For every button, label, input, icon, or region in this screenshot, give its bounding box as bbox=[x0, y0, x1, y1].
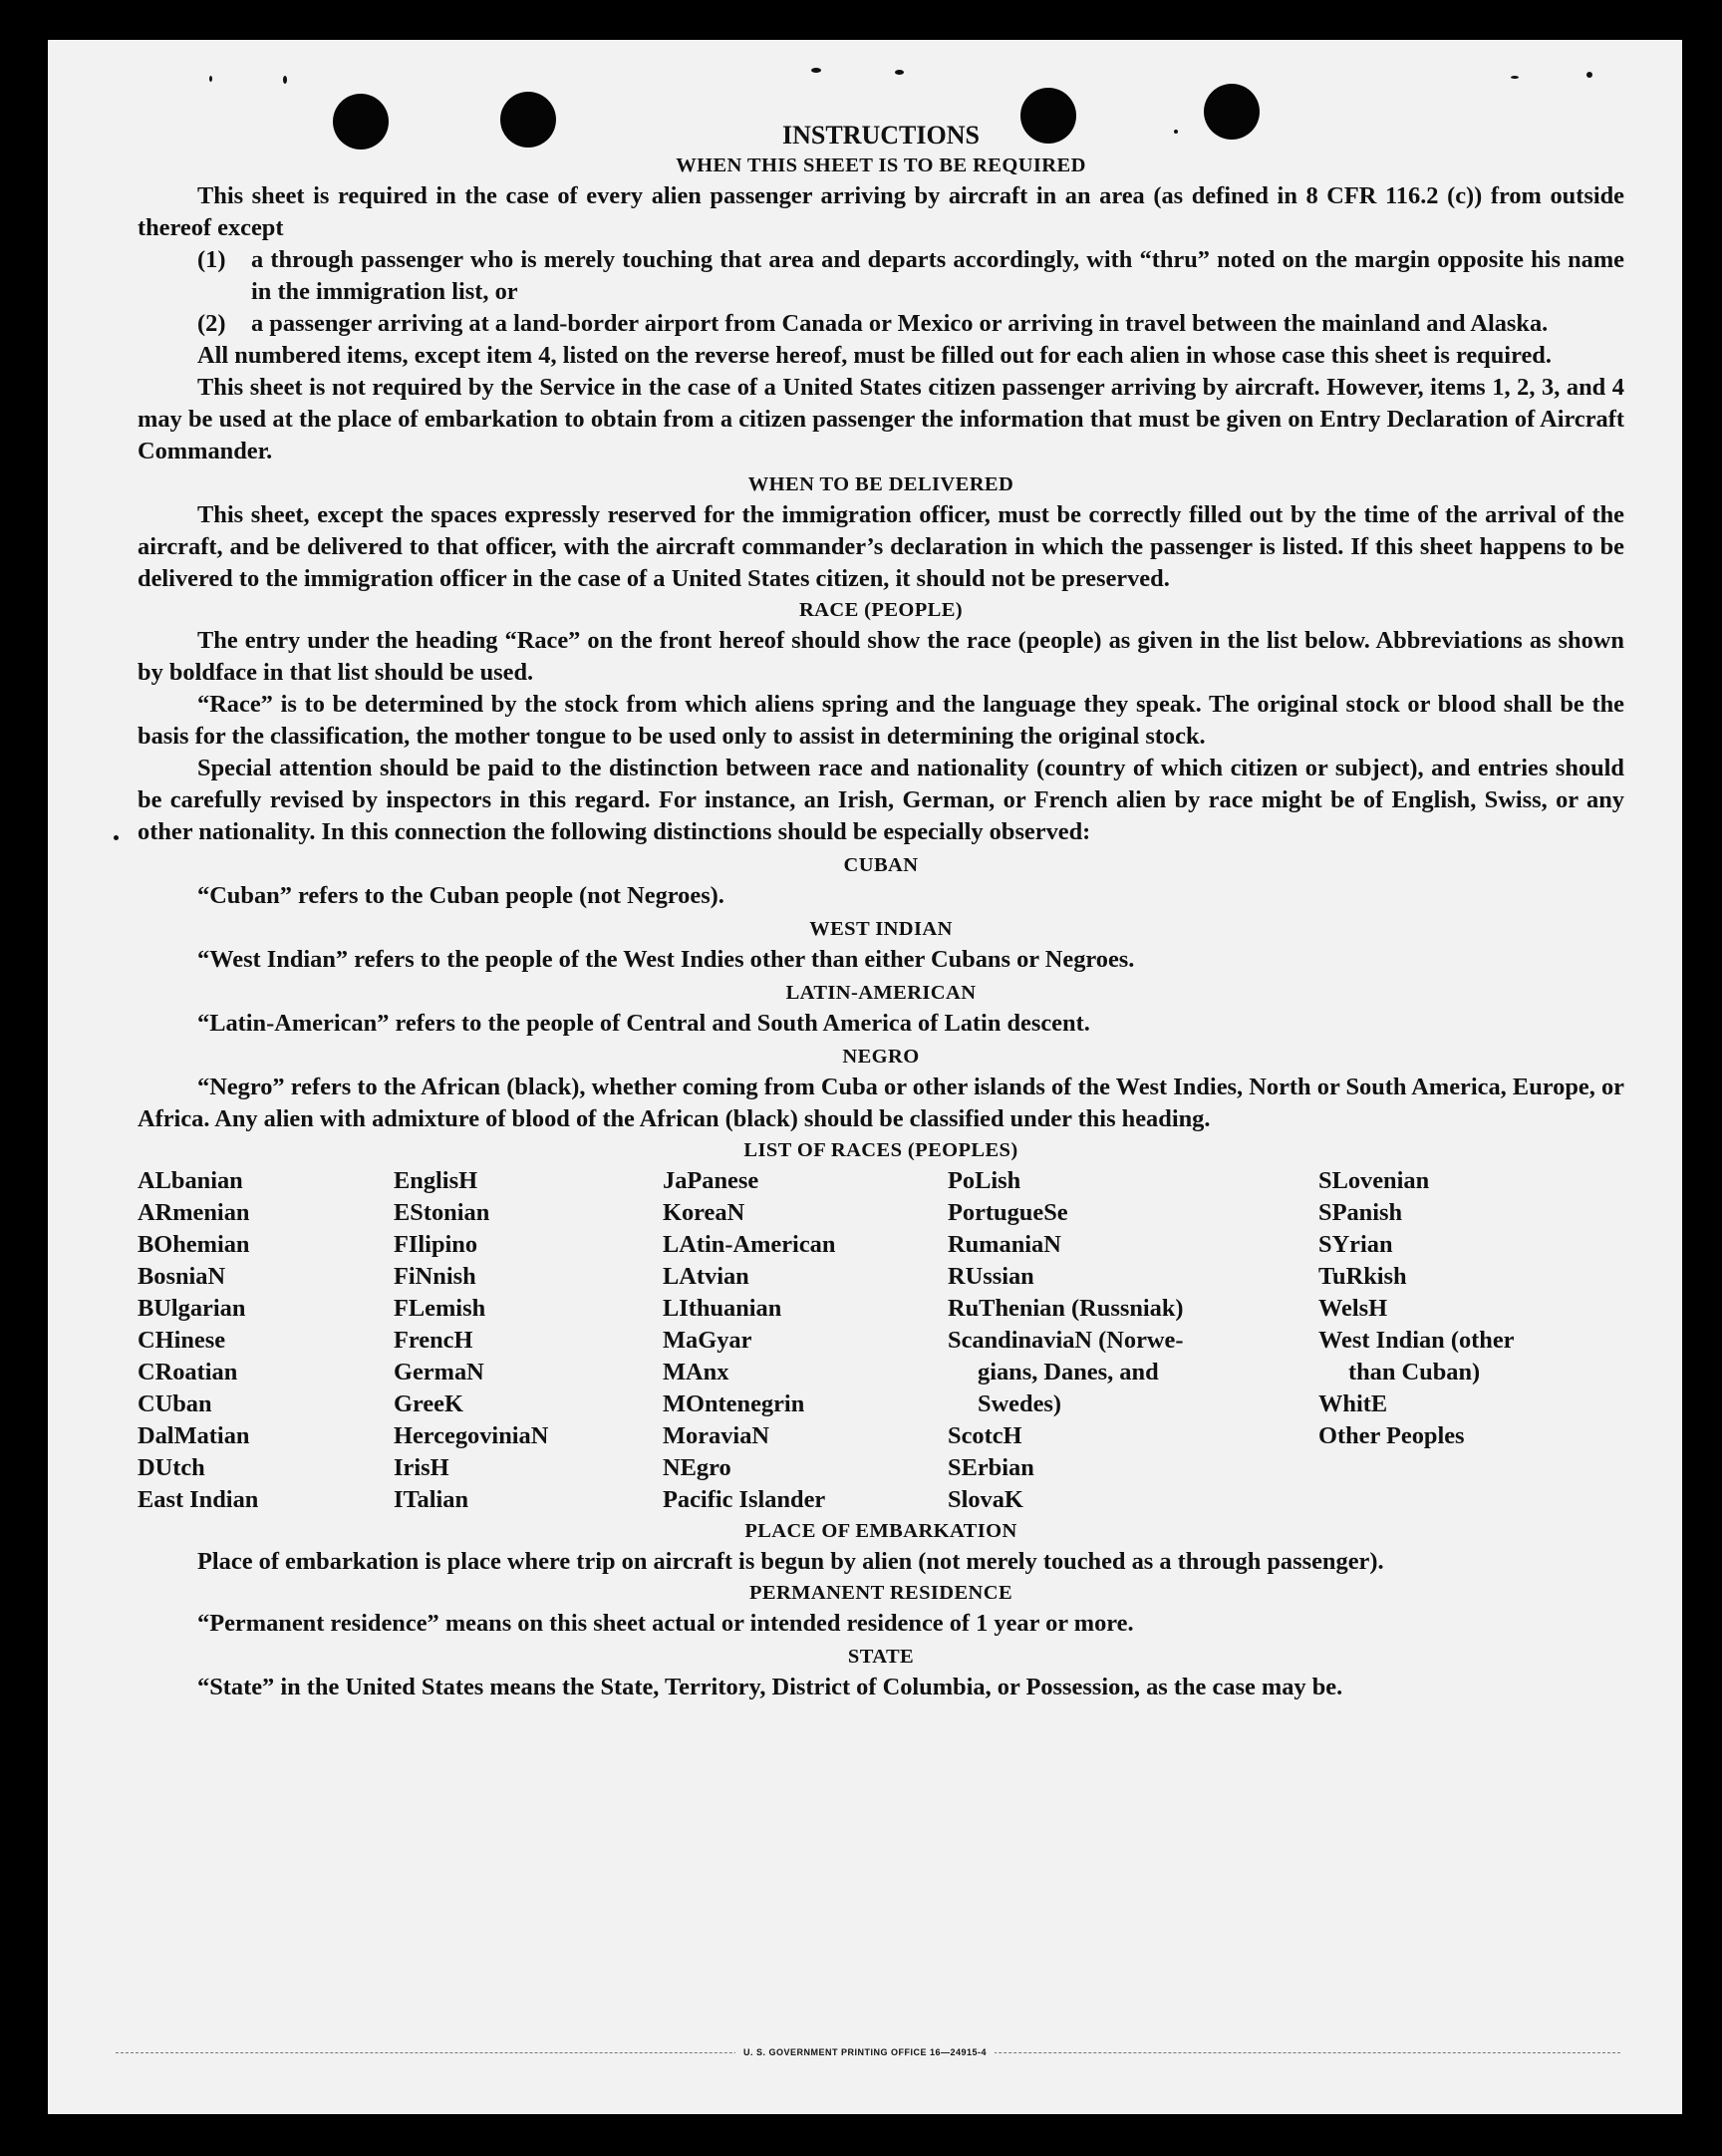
race-entry: Swedes) bbox=[978, 1390, 1062, 1417]
paragraph: The entry under the heading “Race” on the front hereof should show the race (people) as given in the list below. Abbreviations as shown by boldface in that list should be used. bbox=[138, 627, 1624, 686]
heading-when-delivered: WHEN TO BE DELIVERED bbox=[747, 473, 1014, 495]
race-entry: FrencH bbox=[394, 1327, 473, 1354]
race-column bbox=[394, 1165, 663, 1516]
list-item bbox=[197, 244, 1624, 308]
heading-race: RACE (PEOPLE) bbox=[798, 599, 964, 621]
race-list bbox=[138, 1165, 1624, 1516]
race-entry: MoraviaN bbox=[663, 1422, 770, 1449]
paragraph: “Race” is to be determined by the stock from which aliens spring and the language they speak. The original stock or blood shall be the basis for the classification, the mother tongue to be used only to assist in determining the original stock. bbox=[138, 691, 1624, 750]
document-sheet bbox=[48, 40, 1682, 2114]
race-entry: BUlgarian bbox=[138, 1295, 246, 1322]
paragraph: “Negro” refers to the African (black), whether coming from Cuba or other islands of the West Indies, North or South America, Europe, or Africa. Any alien with admixture of blood of the African (black) should be classified under this heading. bbox=[138, 1074, 1624, 1132]
paragraph: This sheet, except the spaces expressly reserved for the immigration officer, must be correctly filled out by the time of the arrival of the aircraft, and be delivered to that officer, with the aircraft commander’s declaration in which the passenger is listed. If this sheet happens to be delivered to the immigration officer in the case of a United States citizen, it should not be preserved. bbox=[138, 501, 1624, 592]
race-column bbox=[663, 1165, 948, 1516]
race-entry: HercegoviniaN bbox=[394, 1422, 549, 1449]
race-entry: SLovenian bbox=[1318, 1167, 1430, 1194]
paragraph: Place of embarkation is place where trip on aircraft is begun by alien (not merely touched as a through passenger). bbox=[197, 1548, 1384, 1575]
race-entry: WelsH bbox=[1318, 1295, 1388, 1322]
race-entry: Other Peoples bbox=[1318, 1422, 1465, 1449]
heading-negro: NEGRO bbox=[842, 1046, 920, 1068]
dust-speck bbox=[283, 76, 287, 84]
race-column bbox=[138, 1165, 394, 1516]
dust-speck bbox=[1586, 72, 1592, 78]
race-entry: LAtin-American bbox=[663, 1231, 836, 1258]
race-entry: RUssian bbox=[948, 1263, 1034, 1290]
race-entry: RumaniaN bbox=[948, 1231, 1061, 1258]
heading-cuban: CUBAN bbox=[843, 854, 919, 876]
race-entry: NEgro bbox=[663, 1454, 731, 1481]
item-text: a passenger arriving at a land-border airport from Canada or Mexico or arriving in travel between the mainland and Alaska. bbox=[251, 310, 1549, 337]
heading-residence: PERMANENT RESIDENCE bbox=[748, 1582, 1013, 1604]
race-entry: SErbian bbox=[948, 1454, 1034, 1481]
paragraph: “State” in the United States means the State, Territory, District of Columbia, or Possession, as the case may be. bbox=[197, 1674, 1343, 1700]
paragraph: “Latin-American” refers to the people of Central and South America of Latin descent. bbox=[197, 1010, 1090, 1037]
race-entry: CRoatian bbox=[138, 1359, 238, 1386]
race-entry: ScotcH bbox=[948, 1422, 1022, 1449]
heading-latin-american: LATIN-AMERICAN bbox=[785, 982, 977, 1004]
race-entry: gians, Danes, and bbox=[978, 1359, 1159, 1386]
list-item bbox=[197, 308, 1624, 340]
heading-embarkation: PLACE OF EMBARKATION bbox=[744, 1520, 1017, 1542]
race-entry: EStonian bbox=[394, 1199, 490, 1226]
dust-speck bbox=[209, 76, 212, 82]
dust-speck bbox=[811, 68, 821, 73]
heading-when-required: WHEN THIS SHEET IS TO BE REQUIRED bbox=[676, 154, 1086, 176]
race-entry: MOntenegrin bbox=[663, 1390, 805, 1417]
heading-state: STATE bbox=[847, 1646, 915, 1668]
race-entry: DalMatian bbox=[138, 1422, 250, 1449]
dust-speck bbox=[114, 835, 119, 840]
race-entry: IrisH bbox=[394, 1454, 449, 1481]
race-entry: JaPanese bbox=[663, 1167, 759, 1194]
race-entry: ARmenian bbox=[138, 1199, 250, 1226]
race-entry: East Indian bbox=[138, 1486, 259, 1513]
race-entry: CHinese bbox=[138, 1327, 226, 1354]
race-entry: MaGyar bbox=[663, 1327, 752, 1354]
dust-speck bbox=[1511, 76, 1519, 79]
race-entry: PoLish bbox=[948, 1167, 1021, 1194]
instructions-body bbox=[138, 120, 1624, 1703]
item-text: a through passenger who is merely touching that area and departs accordingly, with “thru” noted on the margin opposite his name in the immigration list, or bbox=[251, 246, 1624, 305]
paragraph: This sheet is not required by the Service in the case of a United States citizen passenger arriving by aircraft. However, items 1, 2, 3, and 4 may be used at the place of embarkation to obtain from a citizen passenger the information that must be given on Entry Declaration of Aircraft Commander. bbox=[138, 374, 1624, 464]
race-entry: than Cuban) bbox=[1348, 1359, 1481, 1386]
race-entry: SlovaK bbox=[948, 1486, 1023, 1513]
paragraph: Special attention should be paid to the distinction between race and nationality (country of which citizen or subject), and entries should be carefully revised by inspectors in this regard. For instance, an Irish, German, or French alien by race might be of English, Swiss, or any other nationality. In this connection the following distinctions should be especially observed: bbox=[138, 755, 1624, 845]
race-entry: LIthuanian bbox=[663, 1295, 782, 1322]
race-entry: FLemish bbox=[394, 1295, 486, 1322]
race-entry: SPanish bbox=[1318, 1199, 1403, 1226]
race-entry: EnglisH bbox=[394, 1167, 478, 1194]
race-entry: Pacific Islander bbox=[663, 1486, 826, 1513]
race-entry: TuRkish bbox=[1318, 1263, 1407, 1290]
race-entry: ITalian bbox=[394, 1486, 469, 1513]
race-entry: WhitE bbox=[1318, 1390, 1388, 1417]
paragraph: All numbered items, except item 4, listed on the reverse hereof, must be filled out for each alien in whose case this sheet is required. bbox=[197, 342, 1552, 369]
race-entry: LAtvian bbox=[663, 1263, 749, 1290]
heading-list-of-races: LIST OF RACES (PEOPLES) bbox=[743, 1139, 1018, 1161]
race-entry: ScandinaviaN (Norwe- bbox=[948, 1327, 1184, 1354]
race-entry: GreeK bbox=[394, 1390, 463, 1417]
race-entry: FIlipino bbox=[394, 1231, 478, 1258]
race-entry: PortugueSe bbox=[948, 1199, 1068, 1226]
race-entry: DUtch bbox=[138, 1454, 205, 1481]
race-entry: CUban bbox=[138, 1390, 212, 1417]
page-title: INSTRUCTIONS bbox=[782, 121, 980, 150]
heading-west-indian: WEST INDIAN bbox=[809, 918, 953, 940]
paragraph: “Permanent residence” means on this sheet actual or intended residence of 1 year or more. bbox=[197, 1610, 1134, 1637]
race-column bbox=[948, 1165, 1318, 1516]
race-entry: BOhemian bbox=[138, 1231, 250, 1258]
item-number: (1) bbox=[197, 246, 226, 273]
printer-imprint bbox=[48, 2047, 1682, 2057]
race-entry: RuThenian (Russniak) bbox=[948, 1295, 1184, 1322]
race-entry: FiNnish bbox=[394, 1263, 476, 1290]
race-entry: GermaN bbox=[394, 1359, 484, 1386]
printer-imprint-text: U. S. GOVERNMENT PRINTING OFFICE 16—24915-4 bbox=[735, 2047, 995, 2057]
race-entry: West Indian (other bbox=[1318, 1327, 1515, 1354]
race-entry: ALbanian bbox=[138, 1167, 243, 1194]
dust-speck bbox=[895, 70, 904, 75]
race-entry: MAnx bbox=[663, 1359, 729, 1386]
item-number: (2) bbox=[197, 310, 226, 337]
race-column bbox=[1318, 1165, 1617, 1516]
paragraph: This sheet is required in the case of every alien passenger arriving by aircraft in an area (as defined in 8 CFR 116.2 (c)) from outside thereof except bbox=[138, 182, 1624, 241]
race-entry: KoreaN bbox=[663, 1199, 745, 1226]
paragraph: “West Indian” refers to the people of the West Indies other than either Cubans or Negroes. bbox=[197, 946, 1135, 973]
race-entry: SYrian bbox=[1318, 1231, 1393, 1258]
paragraph: “Cuban” refers to the Cuban people (not Negroes). bbox=[197, 882, 724, 909]
race-entry: BosniaN bbox=[138, 1263, 226, 1290]
